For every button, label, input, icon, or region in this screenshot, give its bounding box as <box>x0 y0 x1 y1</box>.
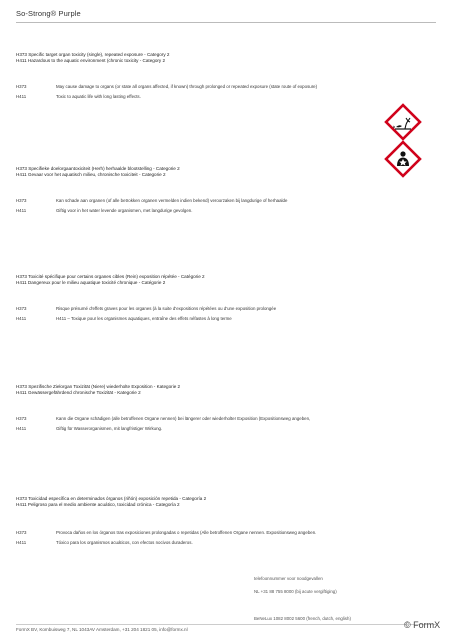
statement-text: Provoca daños en los órganos tras exposiciones prolongadas o repetidas (Alle betroffenen Organe nennen. Expositionsweg angeben. <box>56 530 317 535</box>
section-heading: H411 Hazardous to the aquatic environment (chronic toxicity - Category 2 <box>16 58 166 64</box>
statement-text: Tóxico para los organismos acuáticos, con efectos nocivos duraderos. <box>56 540 193 545</box>
company-address: FormX BV, Kombuisweg 7, NL 1043AV Amsterdam, +31 204 1821 05, info@formx.nl <box>16 627 188 632</box>
section-heading: H373 Specifieke doelorgaantoxiciteit (Herh) herhaalde blootstelling - Categorie 2 <box>16 166 180 171</box>
hazard-section-fr <box>16 274 400 364</box>
section-heading: H373 Toxicité spécifique pour certains organes cibles (Rein) exposition répétée - Catégorie 2 <box>16 274 205 279</box>
emergency-phone-nl: NL +31 88 755 8000 (bij acute vergiftiging) <box>254 589 337 594</box>
statement-code: H411 <box>16 316 27 321</box>
section-heading: H373 Toxicidad específica en determinados órganos (riñón) exposición repetida - Categoría 2 <box>16 496 207 501</box>
statement-text: Giftig voor in het water levende organismen, met langdurige gevolgen. <box>56 208 193 213</box>
document-title: So-Strong® Purple <box>16 9 81 18</box>
statement-code: H373 <box>16 530 27 535</box>
statement-text: Kan schade aan organen (of alle betrokken organen vermelden indien bekend) veroorzaken bij langdurige of herhaalde <box>56 198 288 203</box>
header-divider <box>16 22 436 23</box>
statement-code: H373 <box>16 416 27 421</box>
statement-text: Giftig für Wasserorganismen, mit langfristiger Wirkung. <box>56 426 163 431</box>
footer-divider <box>16 624 436 625</box>
emergency-phone-benelux: BeNeLux 1082 8002 5600 (french, dutch, english) <box>254 616 351 621</box>
statement-text: Kann die Organe schädigen (alle betroffenen Organe nennen) bei längerer oder wiederholter Exposition (Expositionsweg angeben, <box>56 416 311 421</box>
statement-code: H373 <box>16 84 27 89</box>
statement-text: Risque présumé d'effets graves pour les organes (à la suite d'expositions répétées ou d'une exposition prolongée <box>56 306 277 311</box>
section-heading: H411 Peligroso para el medio ambiente acuático, toxicidad crónica - Categoría 2 <box>16 502 180 508</box>
statement-code: H411 <box>16 208 27 213</box>
environment-hazard-icon <box>384 103 422 141</box>
statement-text: H411 – Toxique pour les organismes aquatiques, entraîne des effets néfastes à long terme <box>56 316 232 321</box>
brand-logo: © FormX <box>404 620 441 630</box>
emergency-phone-label: telefoonnummer voor noodgevallen <box>254 576 323 581</box>
hazard-section-de <box>16 384 400 474</box>
statement-code: H373 <box>16 306 27 311</box>
statement-code: H411 <box>16 540 27 545</box>
hazard-section-en <box>16 52 400 142</box>
statement-code: H411 <box>16 94 27 99</box>
statement-code: H411 <box>16 426 27 431</box>
section-heading: H373 Spezifische Zielorgan Toxizität (Niere) wiederholte Exposition - Kategorie 2 <box>16 384 181 389</box>
hazard-section-es <box>16 496 400 566</box>
statement-text: May cause damage to organs (or state all organs affected, if known) through prolonged or repeated exposure (state route of exposure) <box>56 84 318 89</box>
hazard-section-nl <box>16 166 400 256</box>
section-heading: H411 Gewässergefährdend chronische Toxizität - Kategorie 2 <box>16 390 141 396</box>
statement-text: Toxic to aquatic life with long lasting effects. <box>56 94 141 99</box>
section-heading: H373 Specific target organ toxicity (single), repeated exposure - Category 2 <box>16 52 170 57</box>
section-heading: H411 Dangereux pour le milieu aquatique toxicité chronique - Catégorie 2 <box>16 280 166 286</box>
section-heading: H411 Gevaar voor het aquatisch milieu, chronische toxiciteit - Categorie 2 <box>16 172 166 178</box>
statement-code: H373 <box>16 198 27 203</box>
